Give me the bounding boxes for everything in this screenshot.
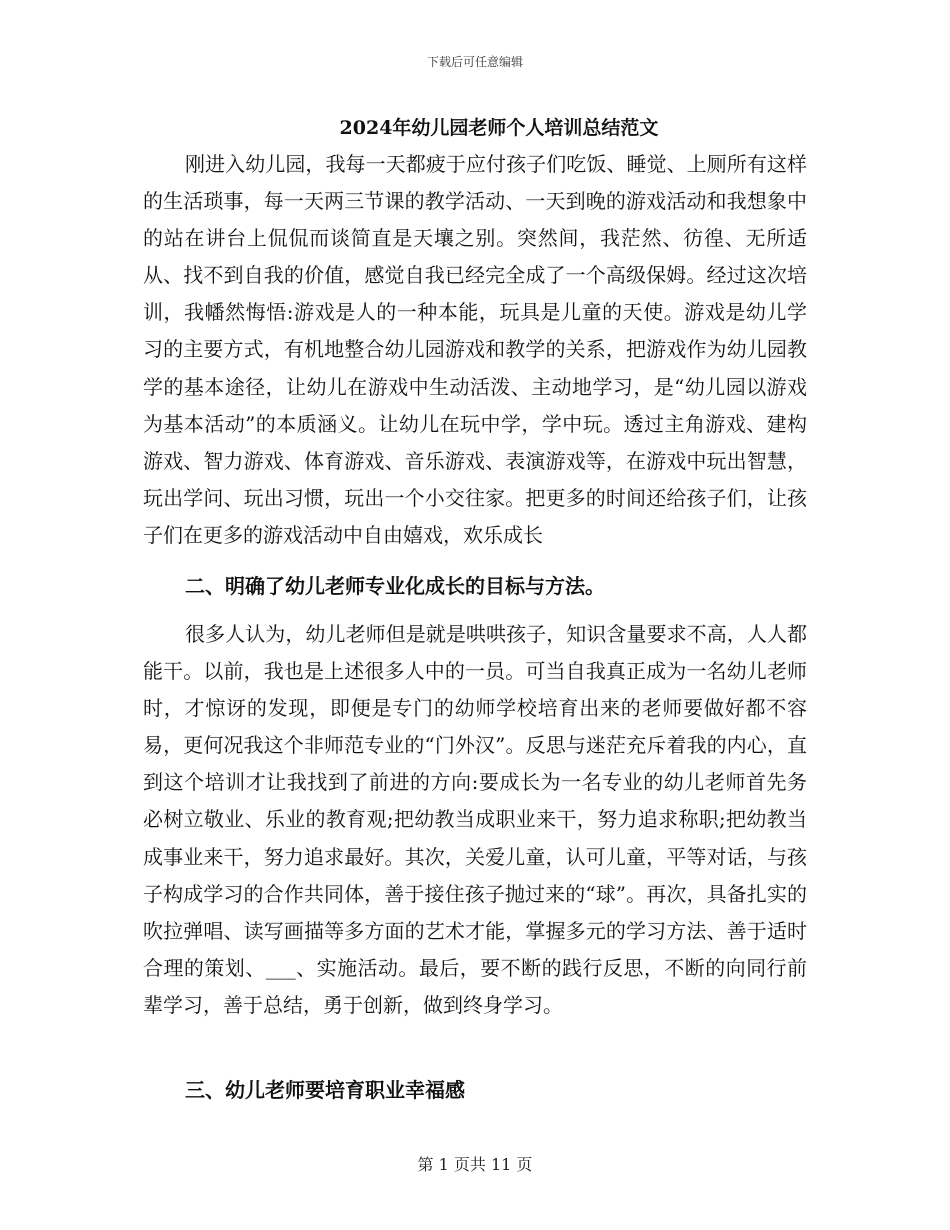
- page-number-footer: 第 1 页共 11 页: [417, 1155, 533, 1174]
- paragraph-intro: 刚进入幼儿园，我每一天都疲于应付孩子们吃饭、睡觉、上厕所有这样的生活琐事，每一天两三节课的教学活动、一天到晚的游戏活动和我想象中的站在讲台上侃侃而谈简直是天壤之别。突然间，我茫然、彷徨、无所适从、找不到自我的价值，感觉自我已经完全成了一个高级保姆。经过这次培训，我幡然悔悟:游戏是人的一种本能，玩具是儿童的天使。游戏是幼儿学习的主要方式，有机地整合幼儿园游戏和教学的关系，把游戏作为幼儿园教学的基本途径，让幼儿在游戏中生动活泼、主动地学习，是“幼儿园以游戏为基本活动”的本质涵义。让幼儿在玩中学，学中玩。透过主角游戏、建构游戏、智力游戏、体育游戏、音乐游戏、表演游戏等，在游戏中玩出智慧，玩出学问、玩出习惯，玩出一个小交往家。把更多的时间还给孩子们，让孩子们在更多的游戏活动中自由嬉戏，欢乐成长: [143, 152, 807, 547]
- document-title: 2024年幼儿园老师个人培训总结范文: [339, 117, 659, 139]
- paragraph-professional-growth: 很多人认为，幼儿老师但是就是哄哄孩子，知识含量要求不高，人人都能干。以前，我也是上述很多人中的一员。可当自我真正成为一名幼儿老师时，才惊讶的发现，即便是专门的幼师学校培育出来的老师要做好都不容易，更何况我这个非师范专业的“门外汉”。反思与迷茫充斥着我的内心，直到这个培训才让我找到了前进的方向:要成长为一名专业的幼儿老师首先务必树立敬业、乐业的教育观;把幼教当成职业来干，努力追求称职;把幼教当成事业来干，努力追求最好。其次，关爱儿童，认可儿童，平等对话，与孩子构成学习的合作共同体，善于接住孩子抛过来的“球”。再次，具备扎实的吹拉弹唱、读写画描等多方面的艺术才能，掌握多元的学习方法、善于适时合理的策划、___、实施活动。最后，要不断的践行反思，不断的向同行前辈学习，善于总结，勇于创新，做到终身学习。: [143, 622, 807, 1017]
- page-header-note: 下载后可任意编辑: [426, 55, 523, 69]
- section-heading-2: 二、明确了幼儿老师专业化成长的目标与方法。: [185, 574, 605, 598]
- section-heading-3: 三、幼儿老师要培育职业幸福感: [185, 1078, 465, 1102]
